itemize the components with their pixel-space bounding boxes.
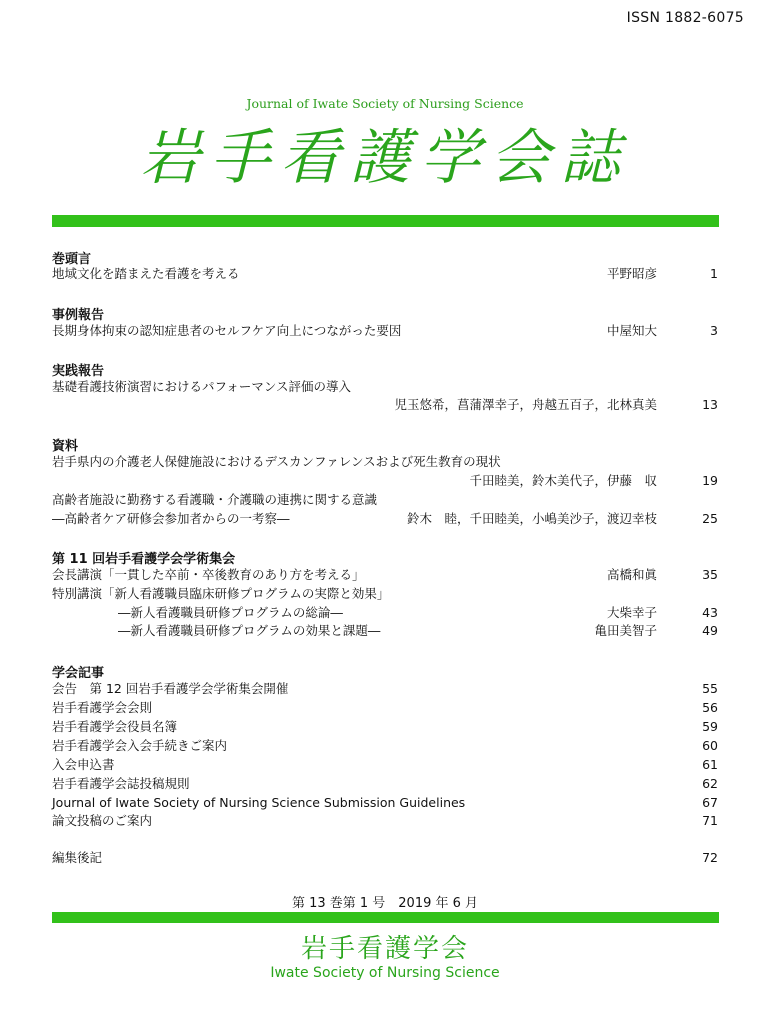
toc-entry[interactable] (52, 378, 720, 396)
journal-title-english: Journal of Iwate Society of Nursing Science (246, 96, 524, 111)
toc-entry[interactable] (52, 737, 720, 755)
entry-page: 72 (702, 850, 718, 865)
toc-entry[interactable] (52, 699, 720, 717)
entry-title: 岩手看護学会入会手続きご案内 (52, 738, 228, 753)
entry-page: 25 (702, 511, 718, 526)
entry-author: 鈴木 睦，千田睦美，小嶋美沙子，渡辺幸枝 (406, 511, 657, 526)
entry-page: 71 (702, 813, 718, 828)
toc-entry[interactable] (52, 453, 720, 471)
entry-page: 59 (702, 719, 718, 734)
entry-author: 千田睦美，鈴木美代子，伊藤 収 (469, 473, 657, 488)
toc-entry[interactable] (52, 812, 720, 830)
toc-entry[interactable] (52, 756, 720, 774)
entry-page: 13 (702, 397, 718, 412)
toc-entry-authors (52, 472, 720, 490)
entry-author: 児玉悠希，菖蒲澤幸子，舟越五百子，北林真美 (394, 397, 657, 412)
toc-entry[interactable] (52, 604, 720, 622)
entry-author: 大柴幸子 (606, 605, 657, 620)
toc-entry[interactable] (52, 265, 720, 283)
entry-page: 35 (702, 567, 718, 582)
section-heading-conference: 第 11 回岩手看護学会学術集会 (52, 552, 236, 567)
issue-info: 第 13 巻第 1 号 2019 年 6 月 (291, 896, 479, 911)
entry-title: 長期身体拘束の認知症患者のセルフケア向上につながった要因 (52, 323, 402, 338)
entry-page: 55 (702, 681, 718, 696)
entry-title: 基礎看護技術演習におけるパフォーマンス評価の導入 (52, 379, 352, 394)
section-heading-materials: 資料 (52, 439, 79, 454)
toc-entry[interactable] (52, 775, 720, 793)
publisher-name-japanese: 岩手看護学会 (300, 934, 469, 964)
entry-title: 入会申込書 (52, 757, 115, 772)
entry-title: 論文投稿のご案内 (52, 813, 153, 828)
toc-entry-authors (52, 510, 720, 528)
entry-title: 地域文化を踏まえた看護を考える (52, 266, 240, 281)
entry-subtitle: ―高齢者ケア研修会参加者からの一考察― (52, 511, 290, 526)
entry-page: 62 (702, 776, 718, 791)
entry-author: 中屋知大 (606, 323, 657, 338)
toc-entry[interactable] (52, 622, 720, 640)
toc-entry (52, 585, 720, 603)
journal-title-japanese: 岩手看護学会誌 (140, 123, 630, 193)
entry-title: 岩手看護学会役員名簿 (52, 719, 178, 734)
entry-title: Journal of Iwate Society of Nursing Science Submission Guidelines (52, 795, 466, 810)
entry-title: 特別講演「新人看護職員臨床研修プログラムの実際と効果」 (52, 586, 390, 601)
section-heading-case-report: 事例報告 (52, 308, 105, 323)
entry-page: 3 (710, 323, 718, 338)
entry-title: 岩手看護学会会則 (52, 700, 153, 715)
section-heading-society-news: 学会記事 (52, 666, 105, 681)
entry-title: 会長講演「一貫した卒前・卒後教育のあり方を考える」 (52, 567, 365, 582)
toc-entry-authors (52, 396, 720, 414)
entry-title: ―新人看護職員研修プログラムの効果と課題― (118, 623, 381, 638)
toc-entry[interactable] (52, 849, 720, 867)
entry-page: 1 (710, 266, 718, 281)
entry-author: 亀田美智子 (594, 623, 657, 638)
entry-author: 平野昭彦 (606, 266, 657, 281)
toc-entry[interactable] (52, 718, 720, 736)
section-heading-foreword: 巻頭言 (52, 252, 92, 267)
entry-page: 60 (702, 738, 718, 753)
toc-entry[interactable] (52, 680, 720, 698)
toc-entry[interactable] (52, 322, 720, 340)
entry-title: 岩手看護学会誌投稿規則 (52, 776, 190, 791)
entry-page: 67 (702, 795, 718, 810)
entry-author: 高橋和眞 (606, 567, 657, 582)
entry-title: ―新人看護職員研修プログラムの総論― (118, 605, 343, 620)
entry-title: 会告 第 12 回岩手看護学会学術集会開催 (52, 681, 289, 696)
entry-page: 49 (702, 623, 718, 638)
entry-title: 編集後記 (52, 850, 103, 865)
entry-page: 56 (702, 700, 718, 715)
entry-page: 61 (702, 757, 718, 772)
entry-page: 19 (702, 473, 718, 488)
entry-title: 高齢者施設に勤務する看護職・介護職の連携に関する意識 (52, 492, 378, 507)
toc-entry[interactable] (52, 794, 720, 812)
top-divider-bar (52, 215, 719, 227)
section-heading-practice-report: 実践報告 (52, 364, 105, 379)
issn-number: ISSN 1882-6075 (626, 10, 744, 26)
entry-title: 岩手県内の介護老人保健施設におけるデスカンファレンスおよび死生教育の現状 (52, 454, 501, 469)
publisher-name-english: Iwate Society of Nursing Science (270, 965, 500, 981)
entry-page: 43 (702, 605, 718, 620)
toc-entry[interactable] (52, 566, 720, 584)
toc-entry[interactable] (52, 491, 720, 509)
bottom-divider-bar (52, 912, 719, 923)
